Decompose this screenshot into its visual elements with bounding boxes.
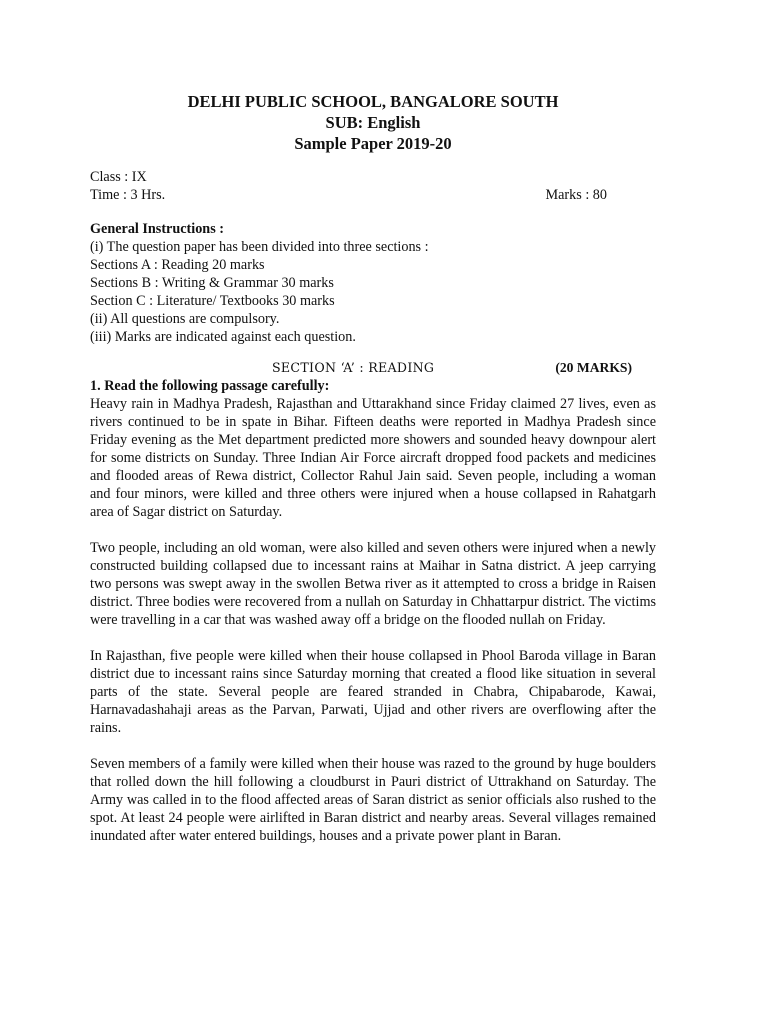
- passage-paragraph: Heavy rain in Madhya Pradesh, Rajasthan and Uttarakhand since Friday claimed 27 lives, even as rivers continued to be in spate in Bihar. Fifteen deaths were reported in Madhya Pradesh since Friday evening as the Met department predicted more showers and sounded heavy downpour alert for some districts on Sunday. Three Indian Air Force aircraft dropped food packets and medicines and flooded areas of Rewa district, Collector Rahul Jain said. Seven people, including a woman and four minors, were killed and three others were injured when a house collapsed in Rahatgarh area of Sagar district on Saturday.: [90, 396, 656, 520]
- instruction-line: (ii) All questions are compulsory.: [90, 311, 280, 327]
- instruction-line: (iii) Marks are indicated against each question.: [90, 329, 356, 345]
- school-name: DELHI PUBLIC SCHOOL, BANGALORE SOUTH: [187, 92, 559, 111]
- section-a-title: SECTION ‘A’ : READING: [272, 360, 435, 375]
- paper-title: Sample Paper 2019-20: [294, 134, 452, 153]
- time-marks-row: [90, 186, 656, 204]
- exam-meta: [90, 168, 656, 204]
- instruction-line: (i) The question paper has been divided into three sections :: [90, 239, 429, 255]
- section-a-heading: [90, 359, 656, 377]
- instruction-line: Sections B : Writing & Grammar 30 marks: [90, 275, 334, 291]
- instruction-line: Sections A : Reading 20 marks: [90, 257, 265, 273]
- reading-passage: [90, 395, 656, 845]
- time-label: Time : 3 Hrs.: [90, 187, 166, 203]
- instruction-line: Section C : Literature/ Textbooks 30 marks: [90, 293, 335, 309]
- document-page: [90, 91, 656, 863]
- document-header: [90, 91, 656, 154]
- subject-line: SUB: English: [325, 113, 421, 132]
- passage-paragraph: In Rajasthan, five people were killed when their house collapsed in Phool Baroda village in Baran district due to incessant rains since Saturday morning that created a flood like situation in several parts of the state. Several people are feared stranded in Chabra, Chipabarode, Kawai, Harnavadashahaji areas as the Parvan, Parwati, Ujjad and other rivers are overflowing after the rains.: [90, 648, 656, 736]
- instructions-heading: General Instructions :: [90, 221, 224, 237]
- passage-paragraph: Two people, including an old woman, were also killed and seven others were injured when a newly constructed building collapsed due to incessant rains at Maihar in Satna district. A jeep carrying two persons was swept away in the swollen Betwa river as it attempted to cross a bridge in Raisen district. Three bodies were recovered from a nullah on Saturday in Chhattarpur district. The victims were travelling in a car that was washed away off a bridge on the flooded nullah on Friday.: [90, 540, 656, 628]
- class-label: Class : IX: [90, 169, 147, 185]
- passage-paragraph: Seven members of a family were killed when their house was razed to the ground by huge boulders that rolled down the hill following a cloudburst in Pauri district of Uttrakhand on Saturday. The Army was called in to the flood affected areas of Saran district as senior officials also rushed to the spot. At least 24 people were airlifted in Baran district and nearby areas. Several villages remained inundated after water entered buildings, houses and a private power plant in Baran.: [90, 756, 656, 844]
- total-marks-label: Marks : 80: [545, 187, 607, 203]
- question-1-prompt: 1. Read the following passage carefully:: [90, 378, 330, 394]
- section-a-marks: (20 MARKS): [555, 360, 632, 375]
- general-instructions: [90, 220, 656, 346]
